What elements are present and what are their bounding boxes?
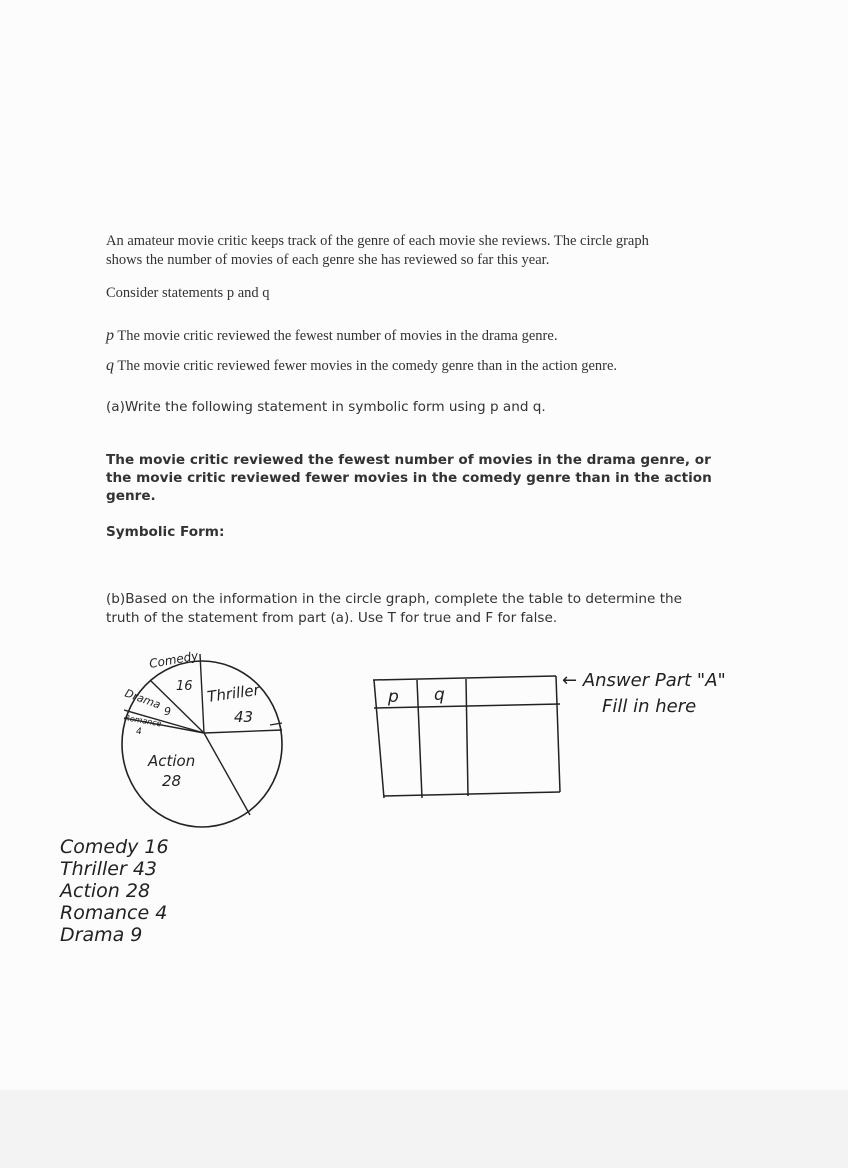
statement-p-var: p: [106, 327, 114, 344]
table-col-line-1: [417, 680, 422, 798]
pie-value-thriller: 43: [234, 708, 254, 726]
annotation-text-1: Answer Part "A": [582, 670, 726, 691]
pie-value-romance: 4: [136, 727, 142, 737]
answer-annotation: [562, 668, 726, 720]
handwritten-list: [60, 836, 169, 946]
table-left-line: [374, 680, 384, 798]
statement-p: [106, 326, 557, 346]
pie-chart: [110, 640, 300, 835]
table-right-line: [556, 676, 560, 792]
pie-value-drama: 9: [164, 705, 171, 718]
part-b-line-1: (b)Based on the information in the circle graph, complete the table to determine the: [106, 591, 683, 607]
pie-label-thriller: Thriller: [206, 680, 261, 706]
table-top-line: [373, 676, 556, 680]
pie-label-drama: Drama: [122, 686, 163, 712]
pie-label-action: Action: [148, 752, 196, 770]
pie-label-romance: Romance: [123, 713, 163, 729]
part-a-statement-line-3: genre.: [106, 488, 156, 504]
statement-p-text: The movie critic reviewed the fewest number of movies in the drama genre.: [117, 328, 558, 344]
truth-table: [370, 668, 570, 808]
part-a-statement: [106, 451, 766, 505]
part-a-prompt: (a)Write the following statement in symbolic form using p and q.: [106, 399, 546, 415]
statement-q-var: q: [106, 357, 114, 374]
table-header-p: p: [388, 687, 399, 707]
pie-label-comedy: Comedy: [148, 648, 200, 671]
table-bottom-line: [384, 792, 560, 796]
handwritten-item: Drama 9: [60, 924, 143, 946]
handwritten-item: Romance 4: [60, 902, 168, 924]
intro-text: [106, 232, 746, 270]
handwritten-item: Thriller 43: [60, 858, 158, 880]
part-a-statement-line-1: The movie critic reviewed the fewest number of movies in the drama genre, or: [106, 452, 711, 468]
intro-line-2: shows the number of movies of each genre she has reviewed so far this year.: [106, 252, 550, 268]
statement-q: [106, 356, 617, 376]
annotation-line-1: [562, 668, 726, 694]
consider-text: Consider statements p and q: [106, 285, 270, 301]
handwritten-item: Action 28: [60, 880, 151, 902]
handwritten-item: Comedy 16: [60, 836, 169, 858]
table-header-q: q: [434, 685, 445, 705]
arrow-icon: ←: [562, 670, 578, 691]
part-a-statement-line-2: the movie critic reviewed fewer movies in the comedy genre than in the action: [106, 470, 712, 486]
symbolic-form-label: Symbolic Form:: [106, 524, 225, 540]
table-col-line-2: [466, 679, 468, 796]
part-b-line-2: truth of the statement from part (a). Use T for true and F for false.: [106, 610, 558, 626]
slice-border-thriller-comedy: [200, 654, 204, 733]
statement-q-text: The movie critic reviewed fewer movies in the comedy genre than in the action genre.: [117, 358, 618, 374]
page-bottom-shadow: [0, 1090, 848, 1168]
annotation-line-2: Fill in here: [602, 696, 697, 717]
part-b-prompt: [106, 590, 766, 628]
slice-border-action-bottom: [204, 733, 250, 815]
pie-value-action: 28: [162, 772, 182, 790]
slice-border-thriller-action: [204, 730, 282, 733]
intro-line-1: An amateur movie critic keeps track of the genre of each movie she reviews. The circle graph: [106, 233, 649, 249]
pie-value-comedy: 16: [176, 679, 193, 694]
